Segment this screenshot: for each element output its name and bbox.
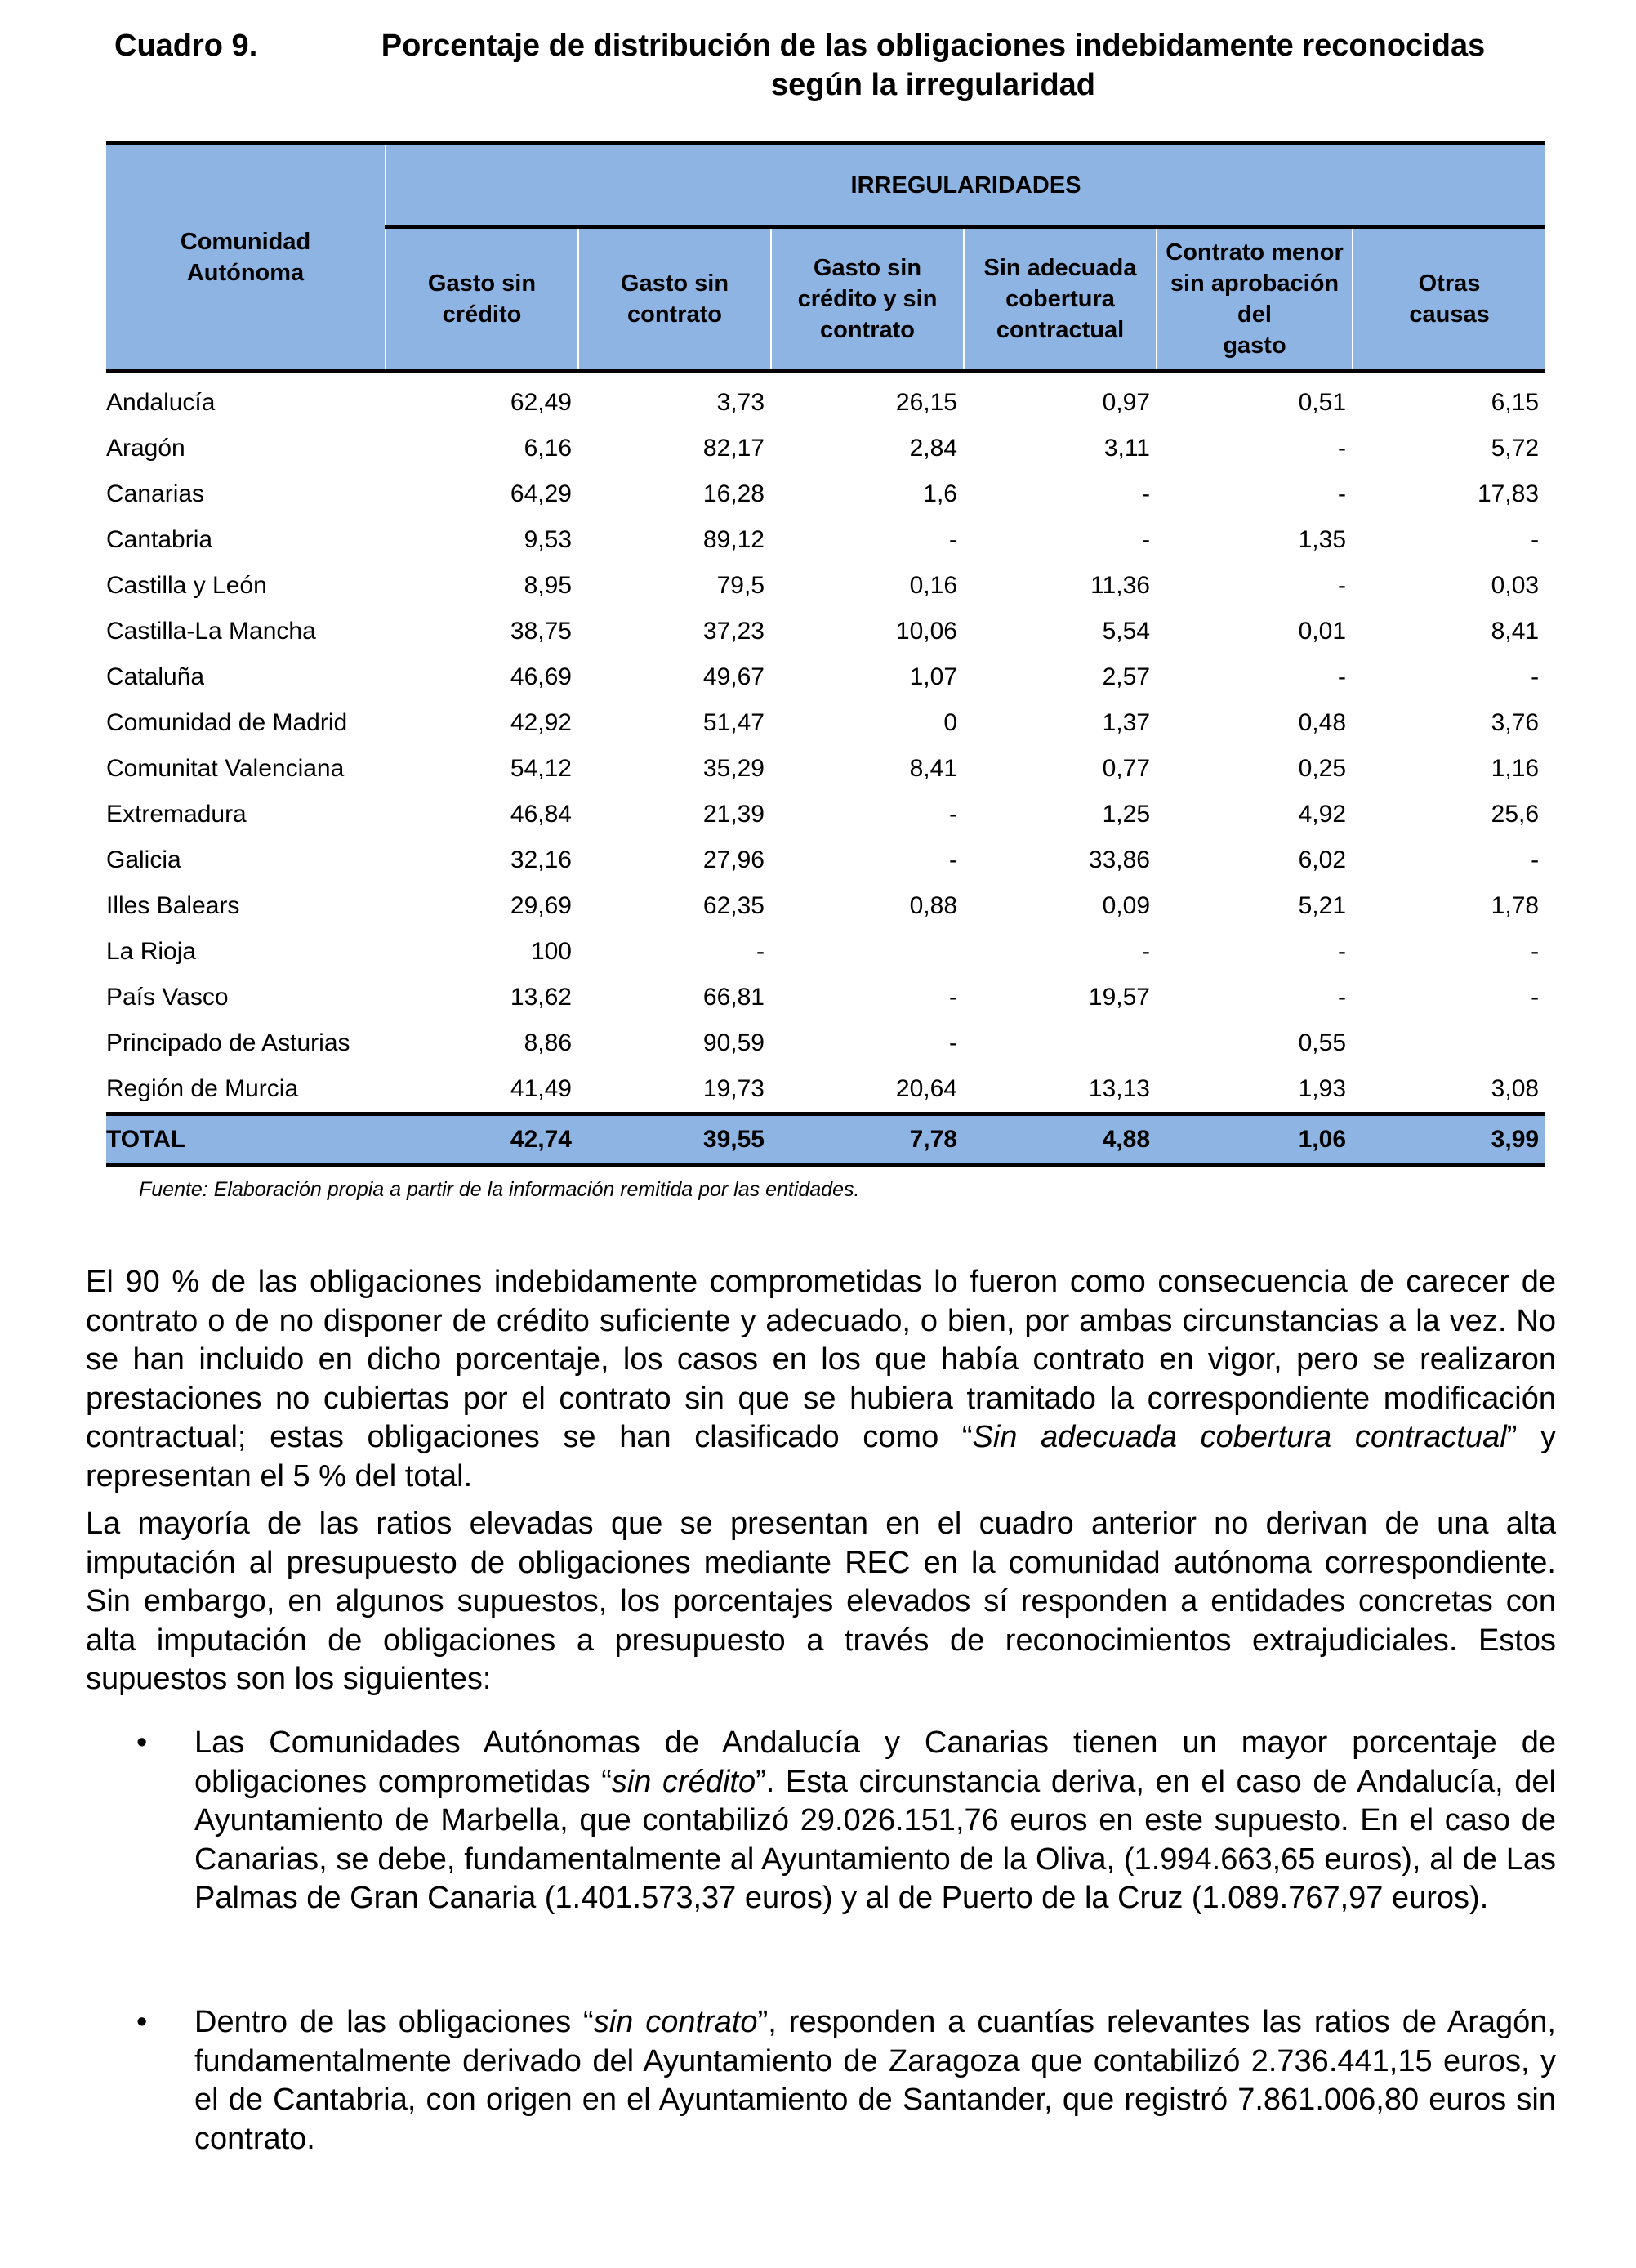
table-cell: 79,5 xyxy=(716,572,765,599)
table-cell: 46,69 xyxy=(510,663,572,690)
table-cell: 26,15 xyxy=(895,389,957,416)
table-cell: 9,53 xyxy=(524,526,572,553)
table-cell: 0,03 xyxy=(1491,572,1540,599)
table-cell: 3,08 xyxy=(1491,1075,1540,1102)
table-cell: 66,81 xyxy=(702,984,765,1011)
caption-title-line-2: según la irregularidad xyxy=(771,68,1095,102)
table-row xyxy=(106,1066,1545,1114)
table-cell: 11,36 xyxy=(1090,572,1150,599)
table-cell: 1,37 xyxy=(1102,709,1150,736)
table-cell: 16,28 xyxy=(702,480,765,507)
table-cell: 25,6 xyxy=(1491,801,1540,828)
table-cell xyxy=(964,1020,1157,1066)
header-column: Otras causas xyxy=(1353,227,1545,372)
row-label: Cataluña xyxy=(106,663,205,690)
table-cell: 42,74 xyxy=(386,1114,578,1166)
table-cell: - xyxy=(1338,435,1346,462)
row-label: Illes Balears xyxy=(106,892,240,919)
table-cell: 0,09 xyxy=(1102,892,1150,919)
header-irregularidades: IRREGULARIDADES xyxy=(386,144,1545,227)
table-cell: 51,47 xyxy=(702,709,765,736)
table-cell: 8,95 xyxy=(524,572,572,599)
table-cell: - xyxy=(1338,938,1346,965)
table-cell: 33,86 xyxy=(1088,846,1150,873)
row-label: Castilla y León xyxy=(106,572,267,599)
table-row xyxy=(106,929,1545,975)
table-cell xyxy=(1353,1020,1545,1066)
header-comunidad-autonoma: Comunidad Autónoma xyxy=(106,144,386,372)
table-row xyxy=(106,563,1545,609)
row-label: Comunidad de Madrid xyxy=(106,709,348,736)
row-label: Extremadura xyxy=(106,801,247,828)
table-cell: 4,88 xyxy=(964,1114,1157,1166)
table-cell: 8,41 xyxy=(1491,618,1540,645)
table-cell: 38,75 xyxy=(510,618,572,645)
table-cell: 82,17 xyxy=(702,435,765,462)
table-cell: - xyxy=(949,846,957,873)
row-label: Canarias xyxy=(106,480,205,507)
caption-title xyxy=(331,26,1536,105)
table-row xyxy=(106,372,1545,426)
table-row xyxy=(106,746,1545,792)
table-cell: 41,49 xyxy=(510,1075,572,1102)
table-cell: - xyxy=(1531,663,1540,690)
table-cell: 39,55 xyxy=(578,1114,771,1166)
table-cell: 0,77 xyxy=(1102,755,1150,782)
table-cell: 27,96 xyxy=(702,846,765,873)
table-row xyxy=(106,700,1545,746)
table-cell: 29,69 xyxy=(510,892,572,919)
table-row xyxy=(106,471,1545,517)
table-cell: 0,01 xyxy=(1298,618,1346,645)
table-cell: 0,25 xyxy=(1298,755,1346,782)
table-cell: 3,99 xyxy=(1353,1114,1545,1166)
table-cell: 6,02 xyxy=(1298,846,1346,873)
table-cell: 1,35 xyxy=(1298,526,1346,553)
table-cell: 3,73 xyxy=(716,389,765,416)
table-cell: - xyxy=(756,938,765,965)
table-cell: 1,07 xyxy=(909,663,957,690)
table-cell: 49,67 xyxy=(702,663,765,690)
table-cell: 1,06 xyxy=(1157,1114,1353,1166)
bullet-text-2: Dentro de las obligaciones “sin contrato”, responden a cuantías relevantes las ratios de Aragón, fundamentalmente derivado del Ayuntamiento de Zaragoza que contabilizó 2.736.441,15 euros, y el de Cantabria, con origen en el Ayuntamiento de Santander, que registró 7.861.006,80 euros sin contrato. xyxy=(194,2005,1556,2156)
table-cell: 64,29 xyxy=(510,480,572,507)
table-cell: 100 xyxy=(530,938,572,965)
paragraph-1: El 90 % de las obligaciones indebidamente comprometidas lo fueron como consecuencia de carecer de contrato o de no disponer de crédito suficiente y adecuado, o bien, por ambas circunstancias a la vez. No se han incluido en dicho porcentaje, los casos en los que había contrato en vigor, pero se realizaron prestaciones no cubiertas por el contrato sin que se hubiera tramitado la correspondiente modificación contractual; estas obligaciones se han clasificado como “Sin adecuada cobertura contractual” y representan el 5 % del total. xyxy=(86,1265,1556,1493)
header-column: Gasto sin contrato xyxy=(578,227,771,372)
table-cell: 3,76 xyxy=(1491,709,1540,736)
table-row xyxy=(106,883,1545,929)
table-cell: - xyxy=(1338,663,1346,690)
table-cell: 32,16 xyxy=(510,846,572,873)
table-cell: 1,16 xyxy=(1491,755,1540,782)
table-cell: - xyxy=(1531,526,1540,553)
table-cell: 19,73 xyxy=(702,1075,765,1102)
table-cell: - xyxy=(1531,846,1540,873)
table-cell: - xyxy=(1338,480,1346,507)
table-row xyxy=(106,1020,1545,1066)
table-row xyxy=(106,654,1545,700)
table-cell: 17,83 xyxy=(1477,480,1540,507)
table-cell: 54,12 xyxy=(510,755,572,782)
table-cell: 0,51 xyxy=(1298,389,1346,416)
table-cell: 3,11 xyxy=(1103,435,1150,462)
table-cell: 1,93 xyxy=(1298,1075,1346,1102)
table-row xyxy=(106,426,1545,471)
row-label: Andalucía xyxy=(106,389,216,416)
table-cell: 90,59 xyxy=(702,1029,765,1056)
table-cell: 2,57 xyxy=(1102,663,1150,690)
table-cell: 6,16 xyxy=(524,435,572,462)
bullet-item-2 xyxy=(86,2003,1556,2159)
table-cell: 0,97 xyxy=(1102,389,1150,416)
row-label: Aragón xyxy=(106,435,185,462)
table-cell: - xyxy=(1142,526,1150,553)
caption-label: Cuadro 9. xyxy=(114,29,258,63)
row-label: País Vasco xyxy=(106,984,229,1011)
table-source-note: Fuente: Elaboración propia a partir de la información remitida por las entidades. xyxy=(139,1178,860,1201)
table-cell: 0,55 xyxy=(1298,1029,1346,1056)
table-cell: 6,15 xyxy=(1491,389,1540,416)
row-label: Castilla-La Mancha xyxy=(106,618,316,645)
table-cell: 42,92 xyxy=(510,709,572,736)
table-cell: 19,57 xyxy=(1088,984,1150,1011)
row-label: Galicia xyxy=(106,846,181,873)
table-row xyxy=(106,975,1545,1020)
table-cell: - xyxy=(1338,572,1346,599)
table-row xyxy=(106,792,1545,837)
table-cell: 46,84 xyxy=(510,801,572,828)
table-cell xyxy=(771,929,964,975)
distribution-table xyxy=(106,141,1545,1167)
table-cell: - xyxy=(1142,480,1150,507)
table-row xyxy=(106,837,1545,883)
caption-title-line-1: Porcentaje de distribución de las obligaciones indebidamente reconocidas xyxy=(381,29,1486,63)
table-cell: 62,35 xyxy=(702,892,765,919)
table-cell: 0,48 xyxy=(1298,709,1346,736)
table-total-row xyxy=(106,1114,1545,1166)
table-cell: 35,29 xyxy=(702,755,765,782)
table-cell: - xyxy=(949,526,957,553)
table-cell: 21,39 xyxy=(702,801,765,828)
table-cell: 37,23 xyxy=(702,618,765,645)
table-cell: 10,06 xyxy=(895,618,957,645)
row-label: La Rioja xyxy=(106,938,197,965)
table-cell: - xyxy=(1142,938,1150,965)
table-cell: - xyxy=(1338,984,1346,1011)
table-cell: 62,49 xyxy=(510,389,572,416)
table-row xyxy=(106,517,1545,563)
header-column: Contrato menor sin aprobación del gasto xyxy=(1157,227,1353,372)
table-cell: 13,13 xyxy=(1088,1075,1150,1102)
bullet-icon: • xyxy=(136,2005,148,2039)
table-cell: 0 xyxy=(943,709,957,736)
table-cell: 5,72 xyxy=(1491,435,1540,462)
bullet-icon: • xyxy=(136,1726,148,1760)
header-column: Gasto sin crédito xyxy=(386,227,578,372)
table-cell: - xyxy=(1531,938,1540,965)
distribution-table-container xyxy=(106,141,1539,1167)
row-label: Comunitat Valenciana xyxy=(106,755,345,782)
table-cell: 89,12 xyxy=(702,526,765,553)
table-caption xyxy=(114,26,1536,105)
table-cell: 20,64 xyxy=(895,1075,957,1102)
paragraph-2: La mayoría de las ratios elevadas que se presentan en el cuadro anterior no derivan de una alta imputación al presupuesto de obligaciones mediante REC en la comunidad autónoma correspondiente. Sin embargo, en algunos supuestos, los porcentajes elevados sí responden a entidades concretas con alta imputación de obligaciones a presupuesto a través de reconocimientos extrajudiciales. Estos supuestos son los siguientes: xyxy=(86,1507,1556,1696)
bullet-text-1: Las Comunidades Autónomas de Andalucía y Canarias tienen un mayor porcentaje de obligaciones comprometidas “sin crédito”. Esta circunstancia deriva, en el caso de Andalucía, del Ayuntamiento de Marbella, que contabilizó 29.026.151,76 euros en este supuesto. En el caso de Canarias, se debe, fundamentalmente al Ayuntamiento de la Oliva, (1.994.663,65 euros), al de Las Palmas de Gran Canaria (1.401.573,37 euros) y al de Puerto de la Cruz (1.089.767,97 euros). xyxy=(194,1726,1556,1915)
row-label: Cantabria xyxy=(106,526,213,553)
table-cell: 2,84 xyxy=(909,435,957,462)
table-cell: 0,16 xyxy=(909,572,957,599)
table-cell: 8,41 xyxy=(909,755,957,782)
row-label: Región de Murcia xyxy=(106,1075,299,1102)
table-cell: 13,62 xyxy=(510,984,572,1011)
table-cell: - xyxy=(1531,984,1540,1011)
table-cell: 8,86 xyxy=(524,1029,572,1056)
table-cell: 4,92 xyxy=(1298,801,1346,828)
table-cell: 1,25 xyxy=(1102,801,1150,828)
header-column: Gasto sin crédito y sin contrato xyxy=(771,227,964,372)
table-cell: - xyxy=(949,1029,957,1056)
table-cell: - xyxy=(949,984,957,1011)
row-label: Principado de Asturias xyxy=(106,1029,350,1056)
table-cell: - xyxy=(949,801,957,828)
header-column: Sin adecuada cobertura contractual xyxy=(964,227,1157,372)
bullet-item-1 xyxy=(86,1724,1556,1918)
table-cell: 0,88 xyxy=(909,892,957,919)
table-row xyxy=(106,609,1545,654)
table-cell: 7,78 xyxy=(771,1114,964,1166)
row-label: TOTAL xyxy=(106,1114,386,1166)
table-cell: 1,78 xyxy=(1491,892,1540,919)
table-cell: 1,6 xyxy=(923,480,957,507)
table-cell: 5,54 xyxy=(1102,618,1150,645)
table-cell: 5,21 xyxy=(1298,892,1346,919)
